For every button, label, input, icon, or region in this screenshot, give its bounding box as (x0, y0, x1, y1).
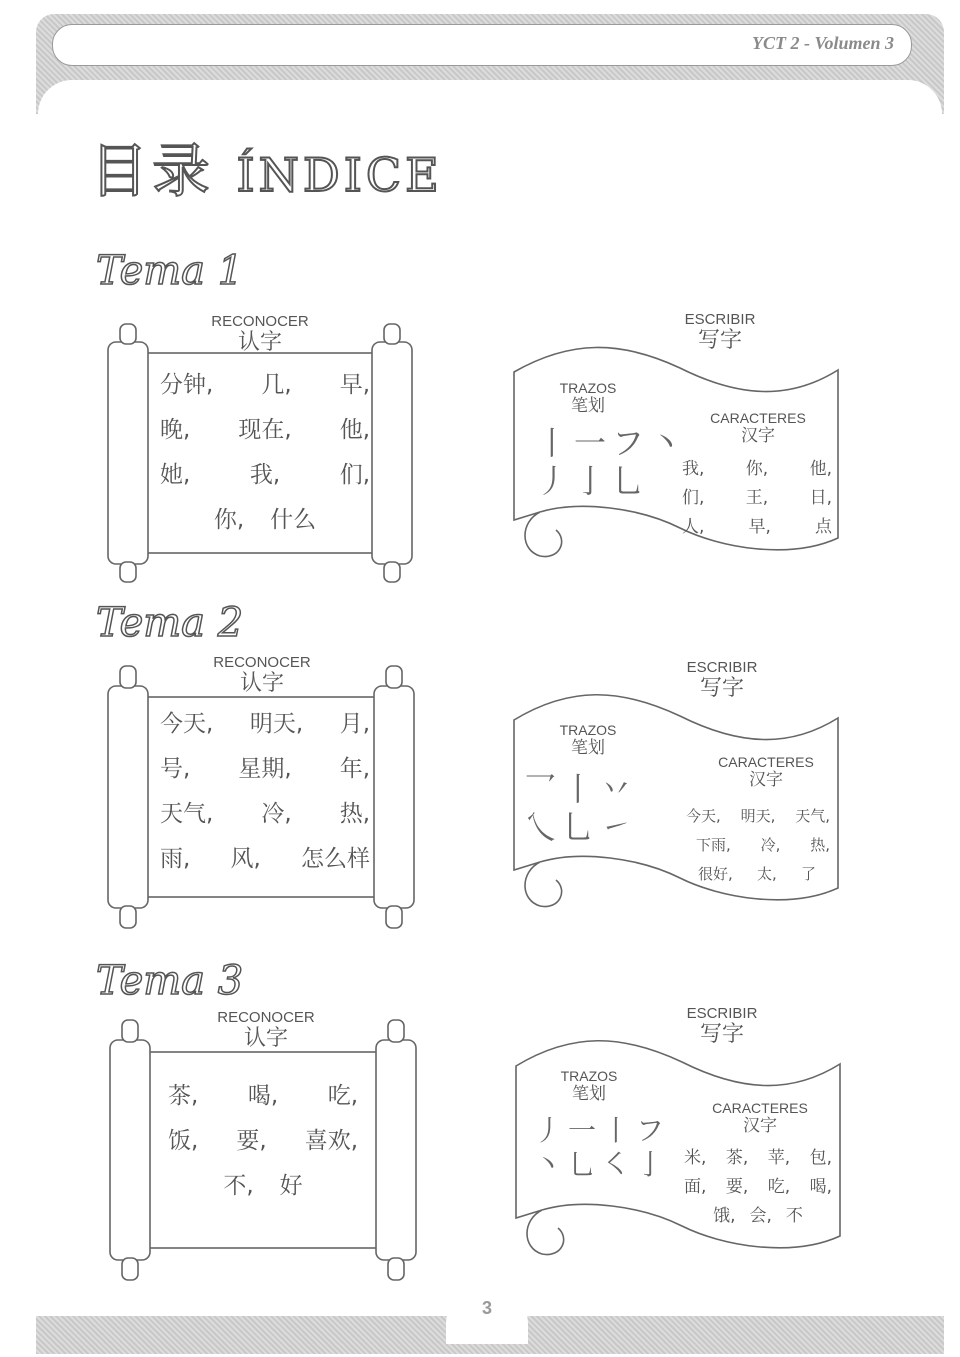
list-item: 你, 什么 (213, 507, 317, 533)
list-item: 今天, 明天, 天气, (686, 807, 830, 825)
tema-2-characters (686, 802, 830, 889)
volume-label: YCT 2 - Volumen 3 (751, 33, 894, 53)
tema-2-recognize-list (160, 702, 370, 882)
tema-3-recognize-label: RECONOCER 认字 (217, 1009, 315, 1051)
list-item: 米, 茶, 苹, 包, (684, 1148, 832, 1168)
tema-3-write-label: ESCRIBIR 写字 (686, 1005, 758, 1047)
tema-3-recognize-list (168, 1074, 358, 1209)
tema-1-write-label: ESCRIBIR 写字 (684, 311, 756, 353)
tema-3-title: Tema 3 (96, 958, 244, 1004)
list-item: 人, 早, 点 (682, 517, 832, 537)
list-item: 面, 要, 吃, 喝, (684, 1177, 832, 1197)
tema-2-write-label: ESCRIBIR 写字 (686, 659, 758, 701)
list-item: 号, 星期, 年, (160, 756, 370, 782)
tema-2-recognize-label: RECONOCER 认字 (213, 654, 311, 696)
tema-3-characters-label: CARACTERES 汉字 (712, 1100, 808, 1136)
tema-1-title: Tema 1 (96, 248, 244, 294)
tema-3-strokes-label: TRAZOS 笔划 (560, 1068, 618, 1104)
list-item: 今天, 明天, 月, (160, 711, 370, 737)
tema-2-strokes: 乛丨丷 乀乚㇀ (524, 770, 639, 846)
list-item: 们, 王, 日, (682, 488, 832, 508)
tema-3-strokes: 丿一丨フ 丶乚㇛亅 (534, 1114, 671, 1181)
tema-1-recognize-list (160, 363, 370, 543)
tema-2-title: Tema 2 (96, 600, 244, 646)
list-item: 雨, 风, 怎么样 (160, 846, 370, 872)
list-item: 天气, 冷, 热, (160, 801, 370, 827)
tema-3-characters (684, 1144, 832, 1231)
list-item: 饭, 要, 喜欢, (168, 1128, 358, 1154)
tema-1-strokes: 丨一フ丶 丿亅乚 (536, 424, 689, 500)
tema-1-strokes-label: TRAZOS 笔划 (559, 380, 617, 416)
list-item: 晚, 现在, 他, (160, 417, 370, 443)
list-item: 不, 好 (223, 1173, 303, 1199)
tema-1-characters-label: CARACTERES 汉字 (710, 410, 806, 446)
list-item: 茶, 喝, 吃, (168, 1083, 358, 1109)
page-number: 3 (481, 1298, 492, 1318)
tema-1-recognize-label: RECONOCER 认字 (211, 313, 309, 355)
list-item: 下雨, 冷, 热, (696, 836, 830, 854)
list-item: 我, 你, 他, (682, 459, 832, 479)
list-item: 很好, 太, 了 (698, 865, 816, 883)
title-zh: 目录 (90, 137, 215, 205)
list-item: 饿, 会, 不 (713, 1206, 803, 1226)
tema-2-strokes-label: TRAZOS 笔划 (559, 722, 617, 758)
title-es: ÍNDICE (236, 148, 443, 202)
list-item: 她, 我, 们, (160, 462, 370, 488)
list-item: 分钟, 几, 早, (160, 372, 370, 398)
tema-1-characters (682, 455, 832, 542)
tema-2-characters-label: CARACTERES 汉字 (718, 754, 814, 790)
